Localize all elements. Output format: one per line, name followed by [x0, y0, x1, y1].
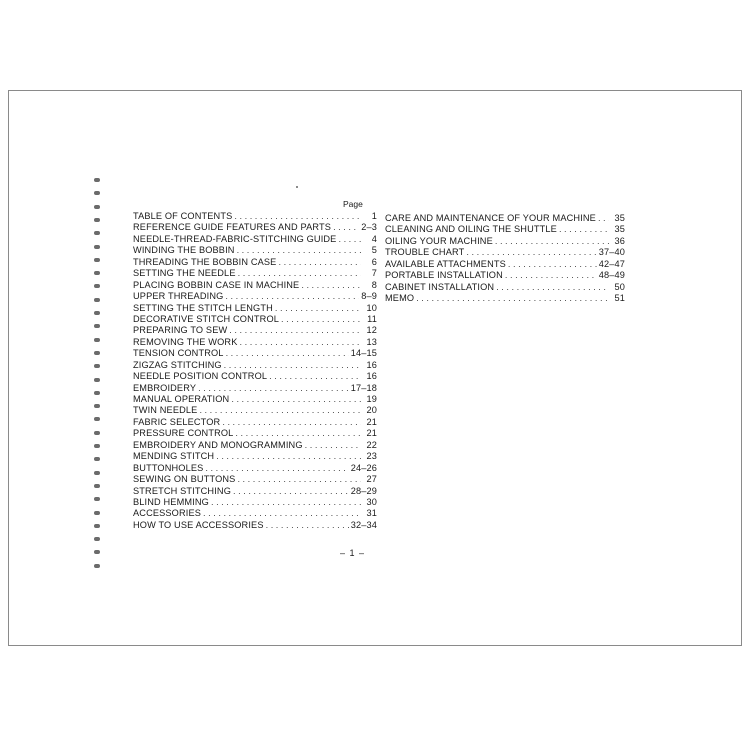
binding-hole	[94, 417, 100, 421]
toc-entry-page: 31	[366, 508, 377, 519]
binding-hole	[94, 484, 100, 488]
toc-entry	[133, 474, 377, 485]
toc-entry	[133, 257, 377, 268]
toc-entry-title: TABLE OF CONTENTS	[133, 211, 233, 221]
toc-entry-title: EMBROIDERY	[133, 382, 197, 393]
toc-dot-leader	[301, 280, 361, 291]
toc-entry-title: THREADING THE BOBBIN CASE	[133, 256, 277, 267]
toc-entry-page: 35	[614, 224, 625, 235]
binding-hole	[94, 191, 100, 195]
binding-hole	[94, 391, 100, 395]
binding-hole	[94, 245, 100, 249]
toc-entry-title: STRETCH STITCHING	[133, 485, 231, 496]
toc-entry	[133, 451, 377, 462]
toc-entry-page: 1	[371, 211, 377, 221]
toc-entry	[133, 211, 377, 222]
toc-entry-title: AVAILABLE ATTACHMENTS	[385, 258, 506, 269]
toc-dot-leader	[237, 245, 361, 256]
toc-entry	[133, 280, 377, 291]
toc-entry	[133, 291, 377, 302]
toc-entry-page: 42–47	[598, 258, 625, 269]
toc-entry-page: 2–3	[361, 222, 377, 233]
toc-entry-title: CARE AND MAINTENANCE OF YOUR MACHINE	[385, 213, 596, 223]
binding-hole	[94, 231, 100, 235]
toc-dot-leader	[211, 497, 361, 508]
toc-entry-title: OILING YOUR MACHINE	[385, 235, 493, 246]
toc-entry-page: 11	[367, 313, 377, 324]
toc-dot-leader	[496, 282, 609, 293]
toc-dot-leader	[305, 440, 361, 451]
binding-hole	[94, 524, 100, 528]
binding-hole	[94, 311, 100, 315]
toc-dot-leader	[203, 508, 361, 519]
binding-hole	[94, 471, 100, 475]
toc-dot-leader	[559, 224, 609, 235]
toc-entry	[385, 236, 625, 247]
binding-hole	[94, 497, 100, 501]
toc-entry	[133, 486, 377, 497]
binding-hole	[94, 205, 100, 209]
toc-entry-page: 16	[366, 371, 377, 382]
toc-entry	[385, 213, 625, 224]
toc-entry	[133, 394, 377, 405]
toc-entry	[133, 417, 377, 428]
toc-entry-page: 48–49	[598, 270, 625, 281]
binding-hole	[94, 564, 100, 568]
binding-hole	[94, 258, 100, 262]
binding-hole	[94, 404, 100, 408]
toc-dot-leader	[338, 234, 361, 245]
toc-entry-page: 6	[371, 256, 377, 267]
toc-entry-title: BUTTONHOLES	[133, 462, 204, 473]
toc-entry-page: 35	[614, 213, 625, 223]
binding-hole	[94, 351, 100, 355]
toc-entry-page: 12	[366, 325, 377, 336]
toc-entry	[133, 383, 377, 394]
toc-entry	[133, 508, 377, 519]
toc-entry	[385, 282, 625, 293]
toc-entry	[385, 270, 625, 281]
toc-entry-title: DECORATIVE STITCH CONTROL	[133, 313, 279, 324]
toc-dot-leader	[205, 463, 348, 474]
toc-entry-page: 10	[366, 302, 377, 313]
toc-entry-title: CABINET INSTALLATION	[385, 281, 495, 292]
toc-entry-title: TWIN NEEDLE	[133, 405, 198, 416]
toc-entry-page: 27	[366, 474, 377, 485]
toc-entry-page: 21	[366, 416, 377, 427]
toc-dot-leader	[598, 213, 609, 224]
toc-entry	[133, 245, 377, 256]
toc-dot-leader	[508, 259, 597, 270]
toc-entry	[385, 259, 625, 270]
toc-dot-leader	[266, 520, 349, 531]
toc-entry-title: NEEDLE POSITION CONTROL	[133, 371, 268, 382]
toc-dot-leader	[233, 486, 349, 497]
toc-entry-title: UPPER THREADING	[133, 291, 224, 302]
toc-entry-title: SETTING THE NEEDLE	[133, 268, 236, 279]
toc-entry-page: 37–40	[598, 247, 625, 258]
binding-hole	[94, 444, 100, 448]
toc-entry-page: 19	[366, 394, 377, 404]
toc-entry-page: 24–26	[350, 462, 377, 473]
toc-entry-title: ACCESSORIES	[133, 508, 202, 519]
toc-dot-leader	[226, 348, 349, 359]
toc-entry	[385, 293, 625, 304]
page-column-header: Page	[343, 199, 363, 209]
toc-entry	[133, 440, 377, 451]
binding-hole	[94, 218, 100, 222]
binding-hole	[94, 338, 100, 342]
toc-dot-leader	[333, 222, 359, 233]
toc-entry	[385, 247, 625, 258]
toc-dot-leader	[269, 371, 361, 382]
toc-entry	[133, 405, 377, 416]
binding-hole	[94, 537, 100, 541]
toc-dot-leader	[278, 257, 361, 268]
toc-entry	[385, 224, 625, 235]
binding-hole	[94, 431, 100, 435]
toc-dot-leader	[495, 236, 609, 247]
toc-dot-leader	[199, 405, 361, 416]
toc-entry	[133, 325, 377, 336]
toc-dot-leader	[224, 360, 361, 371]
toc-entry-title: NEEDLE-THREAD-FABRIC-STITCHING GUIDE	[133, 233, 337, 244]
toc-dot-leader	[275, 303, 361, 314]
toc-entry-page: 30	[366, 496, 377, 507]
toc-entry-page: 16	[366, 359, 377, 370]
toc-entry-page: 5	[371, 245, 377, 256]
toc-dot-leader	[239, 337, 361, 348]
toc-entry	[133, 314, 377, 325]
binding-hole	[94, 271, 100, 275]
toc-entry	[133, 222, 377, 233]
toc-right-column	[385, 213, 625, 305]
toc-entry	[133, 428, 377, 439]
toc-entry-page: 22	[366, 439, 377, 450]
spiral-binding-holes	[88, 178, 108, 578]
toc-entry-title: PLACING BOBBIN CASE IN MACHINE	[133, 279, 300, 290]
toc-dot-leader	[231, 394, 361, 405]
toc-entry-title: PRESSURE CONTROL	[133, 428, 234, 439]
binding-hole	[94, 324, 100, 328]
toc-entry-title: TENSION CONTROL	[133, 348, 224, 359]
toc-entry-page: 17–18	[350, 382, 377, 393]
toc-entry-title: REFERENCE GUIDE FEATURES AND PARTS	[133, 222, 332, 233]
toc-entry-title: PREPARING TO SEW	[133, 325, 228, 336]
toc-entry-title: BLIND HEMMING	[133, 496, 209, 507]
toc-dot-leader	[198, 383, 349, 394]
toc-entry-page: 32–34	[350, 519, 377, 530]
toc-entry	[133, 497, 377, 508]
binding-hole	[94, 550, 100, 554]
toc-dot-leader	[466, 247, 596, 258]
toc-entry-title: REMOVING THE WORK	[133, 336, 238, 347]
toc-dot-leader	[216, 451, 361, 462]
toc-entry-page: 13	[366, 336, 377, 347]
toc-dot-leader	[238, 268, 361, 279]
toc-entry-title: TROUBLE CHART	[385, 247, 465, 258]
scan-speck	[296, 186, 298, 188]
toc-entry-title: ZIGZAG STITCHING	[133, 359, 222, 370]
toc-entry-title: FABRIC SELECTOR	[133, 416, 221, 427]
toc-entry-page: 50	[614, 281, 625, 292]
toc-dot-leader	[234, 211, 361, 222]
binding-hole	[94, 378, 100, 382]
binding-hole	[94, 178, 100, 182]
toc-entry	[133, 303, 377, 314]
toc-dot-leader	[505, 270, 597, 281]
toc-entry-page: 20	[366, 405, 377, 416]
toc-entry-page: 8–9	[361, 291, 377, 302]
toc-dot-leader	[229, 325, 361, 336]
toc-entry-title: PORTABLE INSTALLATION	[385, 270, 503, 281]
toc-entry	[133, 520, 377, 531]
toc-left-column	[133, 211, 377, 531]
binding-hole	[94, 511, 100, 515]
toc-dot-leader	[281, 314, 361, 325]
toc-entry-page: 4	[371, 233, 377, 244]
toc-dot-leader	[225, 291, 359, 302]
toc-dot-leader	[235, 428, 361, 439]
toc-dot-leader	[237, 474, 361, 485]
toc-entry-title: SETTING THE STITCH LENGTH	[133, 302, 273, 313]
toc-entry-page: 28–29	[350, 485, 377, 496]
toc-dot-leader	[222, 417, 361, 428]
toc-entry-title: MENDING STITCH	[133, 451, 215, 462]
binding-hole	[94, 364, 100, 368]
toc-entry-title: MANUAL OPERATION	[133, 394, 230, 404]
toc-entry-title: EMBROIDERY AND MONOGRAMMING	[133, 439, 303, 450]
toc-entry-page: 7	[371, 268, 377, 279]
toc-entry	[133, 463, 377, 474]
toc-entry	[133, 337, 377, 348]
toc-entry-page: 21	[366, 428, 377, 439]
binding-hole	[94, 298, 100, 302]
toc-dot-leader	[416, 293, 609, 304]
toc-entry-page: 8	[371, 279, 377, 290]
toc-entry-title: MEMO	[385, 293, 415, 304]
toc-entry-page: 36	[614, 235, 625, 246]
toc-entry-title: HOW TO USE ACCESSORIES	[133, 519, 264, 530]
toc-entry-title: SEWING ON BUTTONS	[133, 474, 236, 485]
toc-entry-title: WINDING THE BOBBIN	[133, 245, 235, 256]
toc-entry-title: CLEANING AND OILING THE SHUTTLE	[385, 224, 557, 235]
binding-hole	[94, 284, 100, 288]
toc-entry	[133, 360, 377, 371]
toc-entry	[133, 371, 377, 382]
toc-entry-page: 51	[614, 293, 625, 304]
toc-entry-page: 14–15	[350, 348, 377, 359]
binding-hole	[94, 457, 100, 461]
toc-entry	[133, 234, 377, 245]
toc-entry-page: 23	[366, 451, 377, 462]
page-number: – 1 –	[340, 548, 366, 558]
toc-entry	[133, 268, 377, 279]
toc-entry	[133, 348, 377, 359]
